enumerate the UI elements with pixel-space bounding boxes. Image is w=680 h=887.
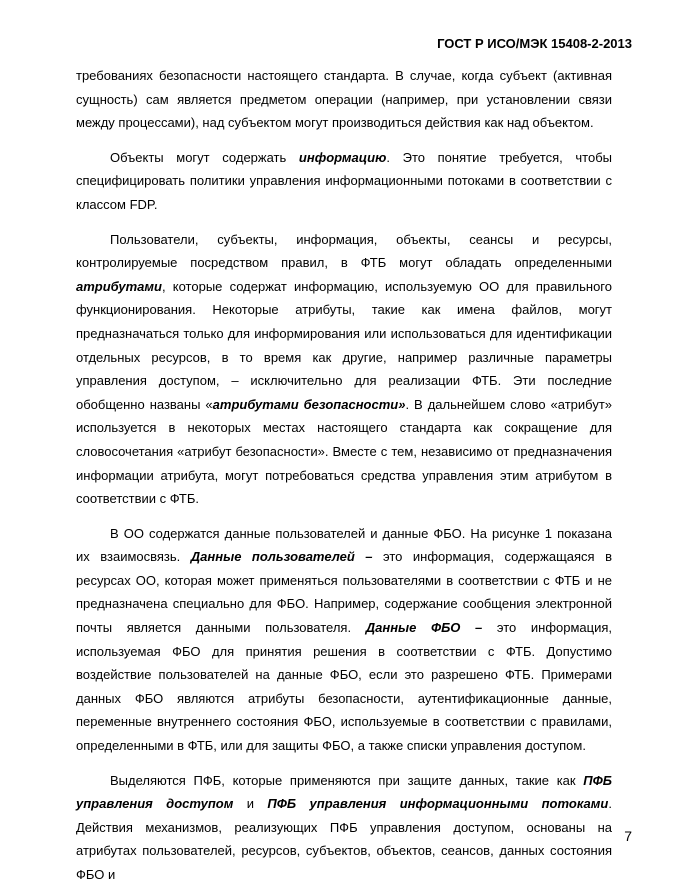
paragraph-p5 [76,769,612,887]
term-emphasis: Данные ФБО – [365,620,483,636]
paragraph-p1 [76,64,612,135]
paragraph-p4 [76,522,612,758]
term-emphasis: Данные пользователей – [190,549,373,565]
term-emphasis: атрибутами безопасности» [212,396,406,412]
text-run: . Действия механизмов, реализующих ПФБ управления доступом, основаны на атрибутах пользователей, ресурсов, субъектов, объектов, сеансов, данных состояния ФБО и [76,796,612,882]
text-run: это информация, содержащаяся в ресурсах ОО, которая может применяться пользователями в соответствии с ФТБ и не предназначена специально для ФБО. Например, содержание сообщения электронной почты является данными пользователя. [76,549,612,636]
text-run: Объекты могут содержать [110,149,299,165]
body-text [76,64,612,887]
text-run: . В дальнейшем слово «атрибут» используется в некоторых местах настоящего стандарта как сокращение для словосочетания «атрибут безопасности». Вместе с тем, независимо от предназначения информации атрибута, могут потребоваться средства управления этим атрибутом в соответствии с ФТБ. [76,396,613,507]
text-run: и [233,796,268,812]
term-emphasis: информацию [298,149,387,165]
text-run: , которые содержат информацию, используемую ОО для правильного функционирования. Некоторые атрибуты, такие как имена файлов, могут предназначаться только для информирования или использоваться для идентификации отдельных ресурсов, в то время как другие, например различные параметры управления доступом, – исключительно для реализации ФТБ. Эти последние обобщенно названы « [76,278,612,412]
text-run: это информация, используемая ФБО для принятия решения в соответствии с ФТБ. Допустимо воздействие пользователей на данные ФБО, если это разрешено ФТБ. Примерами данных ФБО являются атрибуты безопасности, аутентификационные данные, переменные внутреннего состояния ФБО, используемые в соответствии с правилами, определенными в ФТБ, или для защиты ФБО, а также списки управления доступом. [76,620,613,754]
standard-header: ГОСТ Р ИСО/МЭК 15408-2-2013 [437,36,632,51]
term-emphasis: атрибутами [76,278,162,294]
text-run: Выделяются ПФБ, которые применяются при защите данных, такие как [110,772,584,788]
text-run: требованиях безопасности настоящего стандарта. В случае, когда субъект (активная сущность) сам является предметом операции (например, при установлении связи между процессами), над субъектом могут производиться действия как над объектом. [76,68,612,131]
page-number: 7 [624,828,632,844]
term-emphasis: ПФБ управления доступом [76,772,612,812]
text-run: В ОО содержатся данные пользователей и данные ФБО. На рисунке 1 показана их взаимосвязь. [76,525,612,565]
text-run: Пользователи, субъекты, информация, объекты, сеансы и ресурсы, контролируемые посредством правил, в ФТБ могут обладать определенными [76,231,612,271]
paragraph-p3 [76,228,612,511]
text-run: . Это понятие требуется, чтобы специфицировать политики управления информационными потоками в соответствии с классом FDP. [76,149,612,212]
paragraph-p2 [76,146,612,217]
term-emphasis: ПФБ управления информационными потоками [267,796,609,812]
